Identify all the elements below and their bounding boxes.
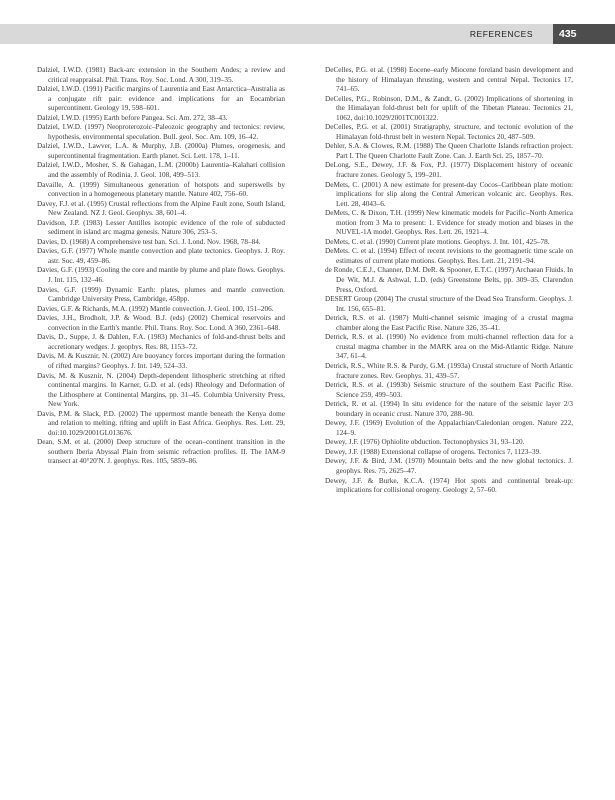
reference-entry: Dalziel, I.W.D. (1991) Pacific margins of Laurentia and East Antarctica–Australia as a conjugate rift pair: evidence and implications for an Eocambrian supercontinent. Geology 19, 598–601. bbox=[37, 85, 285, 113]
reference-entry: Davies, G.F. & Richards, M.A. (1992) Mantle convection. J. Geol. 100, 151–206. bbox=[37, 304, 274, 313]
reference-entry: Dalziel, I.W.D. (1981) Back-arc extension in the Southern Andes; a review and critical reappraisal. Phil. Trans. Roy. Soc. Lond. A 300, 319–35. bbox=[37, 66, 285, 84]
reference-entry: Dehler, S.A. & Clowes, R.M. (1988) The Queen Charlotte Islands refraction project. Part I. The Queen Charlotte Fault Zone. Can. J. Earth Sci. 25, 1857–70. bbox=[325, 142, 573, 160]
reference-entry: Davis, P.M. & Slack, P.D. (2002) The uppermost mantle beneath the Kenya dome and relation to melting, rifting and uplift in East Africa. Geophys. Res. Lett. 29, doi:10.1029/2001GL013676. bbox=[37, 409, 285, 437]
reference-entry: Dalziel, I.W.D. (1995) Earth before Pangea. Sci. Am. 272, 38–43. bbox=[37, 113, 228, 122]
reference-entry: DeMets, C. (2001) A new estimate for present-day Cocos–Caribbean plate motion: implications for slip along the Central American volcanic arc. Geophys. Res. Lett. 28, 4043–6. bbox=[325, 180, 573, 208]
reference-entry: Davaille, A. (1999) Simultaneous generation of hotspots and superswells by convection in a homogeneous planetary mantle. Nature 402, 756–60. bbox=[37, 180, 285, 199]
reference-entry: Davidson, J.P. (1983) Lesser Antilles isotopic evidence of the role of subducted sediment in island arc magma genesis. Nature 306, 253–5. bbox=[37, 218, 285, 237]
references-left-column bbox=[37, 66, 285, 467]
reference-entry: DeMets. C. et al. (1994) Effect of recent revisions to the geomagnetic time scale on estimates of current plate motions. Geophys. Res. Lett. 21, 2191–94. bbox=[325, 247, 573, 265]
reference-entry: DeCelles, P.G. et al. (1998) Eocene–early Miocene foreland basin development and the history of Himalayan thrusting, western and central Nepal. Tectonics 17, 741–65. bbox=[325, 66, 573, 94]
reference-entry: Dalziel, I.W.D. (1997) Neoproterozoic–Paleozoic geography and tectonics: review, hypothesis, environmental speculation. Bull. geol. Soc. Am. 109, 16–42. bbox=[37, 123, 285, 141]
reference-entry: DeMets, C. et al. (1990) Current plate motions. Geophys. J. Int. 101, 425–78. bbox=[325, 237, 550, 246]
reference-entry: Dewey, J.F. (1969) Evolution of the Appalachian/Caledonian orogen. Nature 222, 124–9. bbox=[325, 419, 573, 437]
reference-entry: DeCelles, P.G., Robinson, D.M., & Zandt, G. (2002) Implications of shortening in the Himalayan fold-thrust belt for uplift of the Tibetan Plateau. Tectonics 21, 1062, doi:10.1029/2001TC001322. bbox=[325, 94, 573, 122]
reference-entry: de Ronde, C.E.J., Channer, D.M. DeR. & Spooner, E.T.C. (1997) Archaean Fluids. In De Wit, M.J. & Ashwal, L.D. (eds) Greenstone Belts, pp. 309–35. Clarendon Press, Oxford. bbox=[325, 266, 573, 294]
reference-entry: Davis, M. & Kusznir, N. (2004) Depth-dependent lithospheric stretching at rifted continental margins. In Karner, G.D. et al. (eds) Rheology and Deformation of the Lithosphere at Continental Margins, pp. 31–45. Columbia University Press, New York. bbox=[37, 371, 285, 409]
reference-entry: Dewey, J.F. & Bird, J.M. (1970) Mountain belts and the new global tectonics. J. geophys. Res. 75, 2625–47. bbox=[325, 457, 573, 475]
reference-entry: Davies, D. (1968) A comprehensive test ban. Sci. J. Lond. Nov. 1968, 78–84. bbox=[37, 237, 261, 246]
reference-entry: Davies, J.H., Brodholt, J.P. & Wood. B.J. (eds) (2002) Chemical reservoirs and convection in the Earth's mantle. Phil. Trans. Roy. Soc. Lond. A 360, 2361–648. bbox=[37, 314, 285, 332]
reference-entry: Detrick, R. et al. (1994) In situ evidence for the nature of the seismic layer 2/3 boundary in oceanic crust. Nature 370, 288–90. bbox=[325, 400, 573, 418]
references-right-column bbox=[325, 66, 573, 496]
reference-entry: Davey, F.J. et al. (1995) Crustal reflections from the Alpine Fault zone, South Island, New Zealand. NZ J. Geol. Geophys. 38, 601–4. bbox=[37, 199, 285, 218]
reference-entry: Davis, M. & Kusznir, N. (2002) Are buoyancy forces important during the formation of rifted margins? Geophys. J. Int. 149, 524–33. bbox=[37, 352, 285, 370]
reference-entry: DESERT Group (2004) The crustal structure of the Dead Sea Transform. Geophys. J. Int. 156, 655–81. bbox=[325, 295, 573, 313]
reference-entry: Davies, G.F. (1999) Dynamic Earth: plates, plumes and mantle convection. Cambridge University Press, Cambridge, 458pp. bbox=[37, 285, 285, 304]
reference-entry: Dalziel, I.W.D., Mosher, S. & Gahagan, L.M. (2000b) Laurentia–Kalahari collision and the assembly of Rodinia. J. Geol. 108, 499–513. bbox=[37, 161, 285, 180]
reference-entry: Davis, D., Suppe, J. & Dahlen, F.A. (1983) Mechanics of fold-and-thrust belts and accretionary wedges. J. geophys. Res. 88, 1153–72. bbox=[37, 333, 285, 351]
reference-entry: DeCelles, P.G. et al. (2001) Stratigraphy, structure, and tectonic evolution of the Himalayan fold-thrust belt in western Nepal. Tectonics 20, 487–509. bbox=[325, 123, 573, 141]
running-header-title: REFERENCES bbox=[469, 29, 533, 39]
reference-entry: Dewey, J.F. (1988) Extensional collapse of orogens. Tectonics 7, 1123–39. bbox=[325, 447, 542, 456]
reference-entry: Dewey, J.F. (1976) Ophiolite obduction. Tectonophysics 31, 93–120. bbox=[325, 438, 525, 447]
reference-entry: DeMets, C. & Dixon, T.H. (1999) New kinematic models for Pacific–North America motion from 3 Ma to present: 1. Evidence for steady motion and biases in the NUVEL-1A model. Geophys. Res. Lett. 26, 1921–4. bbox=[325, 209, 573, 237]
page-number: 435 bbox=[553, 24, 615, 44]
reference-entry: DeLong, S.E., Dewey, J.F. & Fox, P.J. (1977) Displacement history of oceanic fracture zones. Geology 5, 199–201. bbox=[325, 161, 573, 180]
reference-entry: Dalziel, I.W.D., Lawver, L.A. & Murphy, J.B. (2000a) Plumes, orogenesis, and supercontinental fragmentation. Earth planet. Sci. Lett. 178, 1–11. bbox=[37, 142, 285, 160]
reference-entry: Detrick, R.S. et al. (1987) Multi-channel seismic imaging of a crustal magma chamber along the East Pacific Rise. Nature 326, 35–41. bbox=[325, 314, 573, 332]
reference-entry: Dean, S.M. et al. (2000) Deep structure of the ocean–continent transition in the southern Iberia Abyssal Plain from seismic refraction profiles. II. The IAM-9 transect at 40°20′N. J. geophys. Res. 105, 5859–86. bbox=[37, 438, 285, 466]
reference-entry: Detrick, R.S. et al. (1993b) Seismic structure of the southern East Pacific Rise. Science 259, 499–503. bbox=[325, 381, 573, 399]
reference-entry: Davies, G.F. (1977) Whole mantle convection and plate tectonics. Geophys. J. Roy. astr. Soc. 49, 459–86. bbox=[37, 247, 285, 265]
reference-entry: Detrick, R.S. et al. (1990) No evidence from multi-channel reflection data for a crustal magma chamber in the MARK area on the Mid-Atlantic Ridge. Nature 347, 61–4. bbox=[325, 333, 573, 361]
reference-entry: Davies, G.F. (1993) Cooling the core and mantle by plume and plate flows. Geophys. J. Int. 115, 132–46. bbox=[37, 266, 285, 285]
reference-entry: Detrick, R.S., White R.S. & Purdy, G.M. (1993a) Crustal structure of North Atlantic fracture zones. Rev. Geophys. 31, 439–57. bbox=[325, 361, 573, 380]
reference-entry: Dewey, J.F. & Burke, K.C.A. (1974) Hot spots and continental break-up: implications for collisional orogeny. Geology 2, 57–60. bbox=[325, 476, 573, 495]
